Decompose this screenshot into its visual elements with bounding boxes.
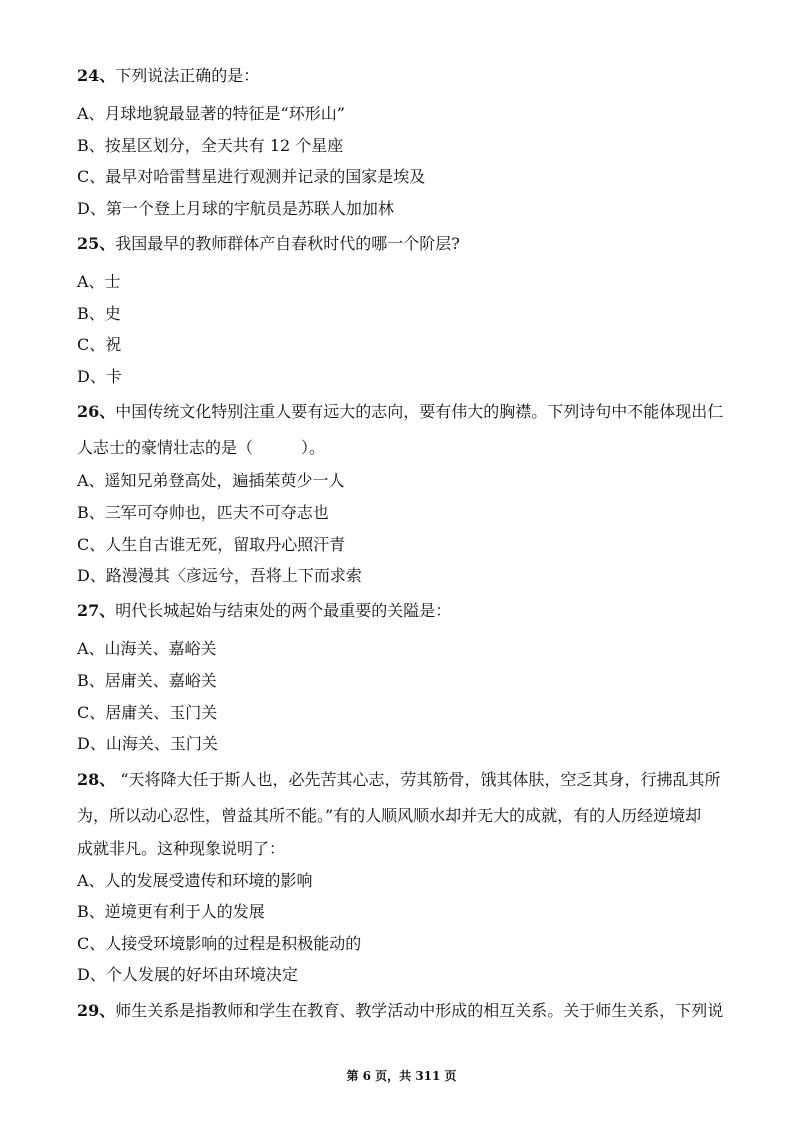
option-a: A、山海关、嘉峪关	[77, 639, 217, 658]
option-b: B、三军可夺帅也，匹夫不可夺志也	[77, 503, 329, 522]
question-text: 下列说法正确的是：	[115, 66, 260, 85]
option-a: A、月球地貌最显著的特征是“环形山”	[77, 104, 345, 123]
option-d: D、个人发展的好坏由环境决定	[77, 965, 298, 984]
question-number: 29、	[77, 1001, 116, 1020]
question-text: 我国最早的教师群体产自春秋时代的哪一个阶层?	[115, 234, 460, 253]
question-24-stem	[77, 65, 727, 87]
option-d: D、卡	[77, 367, 122, 386]
page-footer: 第 6 页，共 311 页	[346, 1069, 457, 1083]
option-c: C、人生自古谁无死，留取丹心照汗青	[77, 535, 346, 554]
question-number: 24、	[77, 66, 116, 85]
option-c: C、人接受环境影响的过程是积极能动的	[77, 934, 362, 953]
option-d: D、第一个登上月球的宇航员是苏联人加加林	[77, 199, 394, 218]
question-number: 28、	[77, 770, 116, 789]
question-25-stem	[77, 233, 727, 255]
question-29-stem	[77, 1000, 727, 1022]
option-a: A、遥知兄弟登高处，遍插茱萸少一人	[77, 471, 345, 490]
question-text-continued: 成就非凡。这种现象说明了：	[77, 839, 286, 858]
option-d: D、路漫漫其〈彦远兮，吾将上下而求索	[77, 566, 362, 585]
question-text-continued: 人志士的豪情壮志的是（ ）。	[77, 438, 326, 457]
question-26-stem	[77, 401, 727, 423]
option-b: B、史	[77, 304, 121, 323]
option-c: C、祝	[77, 335, 122, 354]
option-d: D、山海关、玉门关	[77, 734, 218, 753]
question-text: 明代长城起始与结束处的两个最重要的关隘是：	[115, 601, 452, 620]
question-text-continued: 为，所以动心忍性，曾益其所不能。”有的人顺风顺水却并无大的成就，有的人历经逆境却	[77, 806, 702, 825]
option-a: A、人的发展受遗传和环境的影响	[77, 871, 313, 890]
question-number: 25、	[77, 234, 116, 253]
question-text: 师生关系是指教师和学生在教育、教学活动中形成的相互关系。关于师生关系，下列说	[115, 1001, 724, 1020]
option-c: C、居庸关、玉门关	[77, 703, 218, 722]
question-27-stem	[77, 600, 727, 622]
option-a: A、士	[77, 272, 121, 291]
option-b: B、逆境更有利于人的发展	[77, 902, 265, 921]
option-b: B、居庸关、嘉峪关	[77, 671, 217, 690]
option-c: C、最早对哈雷彗星进行观测并记录的国家是埃及	[77, 167, 426, 186]
question-number: 27、	[77, 601, 116, 620]
option-b: B、按星区划分，全天共有 12 个星座	[77, 136, 344, 155]
question-text: “天将降大任于斯人也，必先苦其心志，劳其筋骨，饿其体肤，空乏其身，行拂乱其所	[115, 770, 721, 789]
question-28-stem	[77, 769, 727, 791]
question-number: 26、	[77, 402, 116, 421]
question-text: 中国传统文化特别注重人要有远大的志向，要有伟大的胸襟。下列诗句中不能体现出仁	[115, 402, 724, 421]
